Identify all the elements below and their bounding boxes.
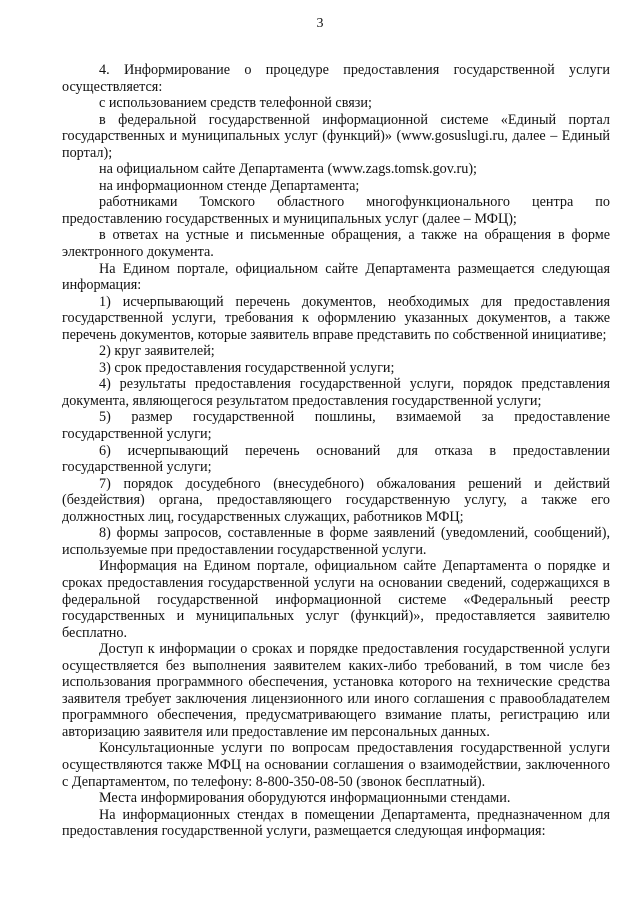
paragraph-unified-portal: в федеральной государственной информационной системе «Единый портал государственных и муниципальных услуг (функций)» (www.gosuslugi.ru, далее – Единый портал); [62,111,610,161]
paragraph-stand-contents: На информационных стендах в помещении Департамента, предназначенном для предоставления государственной услуги, размещается следующая информация: [62,806,610,840]
list-item-8: 8) формы запросов, составленные в форме заявлений (уведомлений, сообщений), используемые при предоставлении государственной услуги. [62,525,610,558]
paragraph-responses: в ответах на устные и письменные обращения, а также на обращения в форме электронного документа. [62,227,610,261]
paragraph-portal-info-intro: На Едином портале, официальном сайте Департамента размещается следующая информация: [62,260,610,294]
list-item-4: 4) результаты предоставления государственной услуги, порядок представления документа, являющегося результатом предоставления государственной услуги; [62,376,610,409]
list-item-2: 2) круг заявителей; [99,343,215,360]
list-item-1: 1) исчерпывающий перечень документов, необходимых для предоставления государственной услуги, требования к оформлению указанных документов, а также перечень документов, которые заявитель вправе представить по собственной инициативе; [62,293,610,343]
paragraph-consultation: Консультационные услуги по вопросам предоставления государственной услуги осуществляются также МФЦ на основании соглашения о взаимодействии, заключенного с Департаментом, по телефону: 8-800-350-08-50 (звонок бесплатный). [62,740,610,790]
paragraph-info-stands: Места информирования оборудуются информационными стендами. [99,790,511,807]
paragraph-info-stand: на информационном стенде Департамента; [99,177,360,194]
list-item-7: 7) порядок досудебного (внесудебного) обжалования решений и действий (бездействия) органа, предоставляющего государственную услугу, а также его должностных лиц, государственных служащих, работников МФЦ; [62,475,610,525]
list-item-3: 3) срок предоставления государственной услуги; [99,359,395,376]
page-number: 3 [316,16,324,31]
paragraph-informing-procedure: 4. Информирование о процедуре предоставления государственной услуги осуществляется: [62,62,610,95]
paragraph-official-site: на официальном сайте Департамента (www.zags.tomsk.gov.ru); [99,161,477,178]
list-item-6: 6) исчерпывающий перечень оснований для отказа в предоставлении государственной услуги; [62,442,610,476]
list-item-5: 5) размер государственной пошлины, взимаемой за предоставление государственной услуги; [62,409,610,443]
paragraph-mfc-workers: работниками Томского областного многофункционального центра по предоставлению государственных и муниципальных услуг (далее – МФЦ); [62,194,610,227]
paragraph-access-info: Доступ к информации о сроках и порядке предоставления государственной услуги осуществляется без выполнения заявителем каких-либо требований, в том числе без использования программного обеспечения, установка которого на технические средства заявителя требует заключения лицензионного или иного соглашения с правообладателем программного обеспечения, предусматривающего взимание платы, регистрацию или авторизацию заявителя или предоставление им персональных данных. [62,641,610,740]
paragraph-free-info: Информация на Едином портале, официальном сайте Департамента о порядке и сроках предоставления государственной услуги на основании сведений, содержащихся в федеральной государственной информационной системе «Федеральный реестр государственных и муниципальных услуг (функций)», предоставляется заявителю бесплатно. [62,558,610,641]
paragraph-telephone: с использованием средств телефонной связи; [99,95,372,112]
document-body [62,62,610,840]
